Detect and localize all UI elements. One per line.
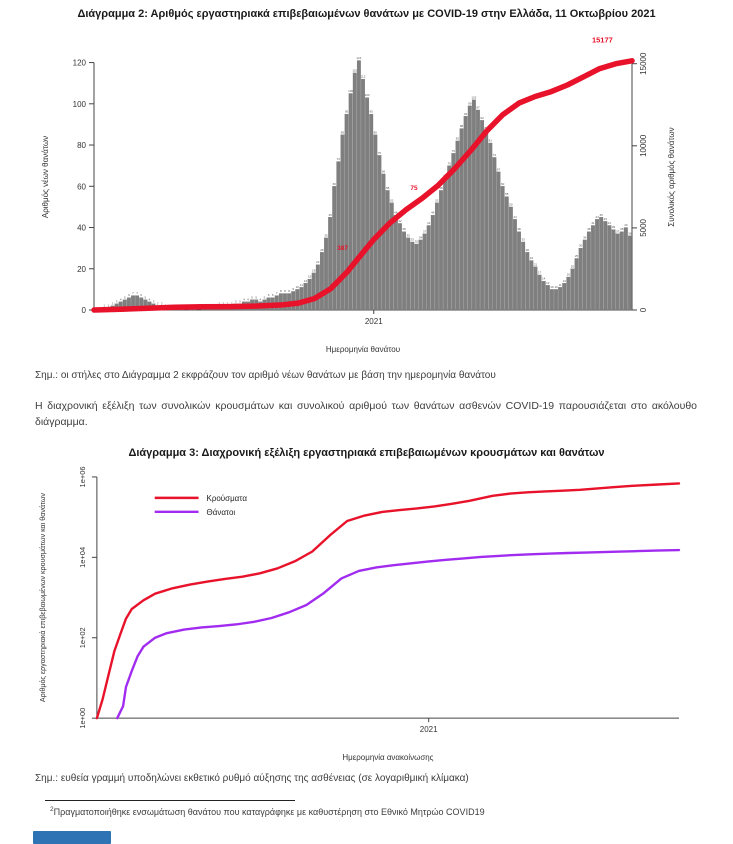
svg-text:Κρούσματα: Κρούσματα bbox=[206, 493, 247, 503]
svg-text:99: 99 bbox=[468, 101, 472, 106]
svg-text:1e+00: 1e+00 bbox=[77, 707, 87, 729]
svg-text:24: 24 bbox=[529, 256, 534, 261]
svg-text:1: 1 bbox=[177, 303, 180, 308]
svg-text:Ημερομηνία θανάτου: Ημερομηνία θανάτου bbox=[325, 345, 401, 354]
svg-text:13: 13 bbox=[303, 278, 308, 283]
svg-text:80: 80 bbox=[77, 141, 86, 151]
svg-text:85: 85 bbox=[340, 130, 345, 135]
svg-text:3: 3 bbox=[152, 299, 155, 304]
svg-text:6: 6 bbox=[267, 293, 270, 298]
svg-text:105: 105 bbox=[348, 89, 354, 94]
svg-text:Συνολικός αριθμός θανάτων: Συνολικός αριθμός θανάτων bbox=[667, 127, 676, 227]
svg-text:41: 41 bbox=[591, 221, 595, 226]
svg-text:8: 8 bbox=[280, 289, 282, 294]
svg-text:0: 0 bbox=[639, 307, 648, 313]
next-table-header-cutoff bbox=[33, 831, 111, 844]
svg-text:2: 2 bbox=[226, 301, 229, 306]
svg-text:1: 1 bbox=[165, 303, 167, 308]
svg-text:2: 2 bbox=[111, 301, 114, 306]
footnote-separator bbox=[45, 800, 295, 801]
diagram3-note: Σημ.: ευθεία γραμμή υποδηλώνει εκθετικό ρυθμό αύξησης της ασθένειας (σε λογαριθμική κλίμακα) bbox=[35, 773, 469, 784]
svg-text:35: 35 bbox=[406, 233, 410, 238]
svg-text:44: 44 bbox=[595, 214, 599, 219]
svg-text:5: 5 bbox=[251, 295, 253, 300]
svg-text:94: 94 bbox=[463, 111, 468, 116]
diagram3-title: Διάγραμμα 3: Διαχρονική εξέλιξη εργαστηριακά επιβεβαιωμένων κρουσμάτων και θανάτων bbox=[128, 447, 605, 459]
svg-text:121: 121 bbox=[356, 56, 362, 61]
svg-text:1: 1 bbox=[206, 303, 208, 308]
legend bbox=[155, 494, 248, 517]
svg-text:0: 0 bbox=[81, 306, 86, 315]
svg-text:1: 1 bbox=[193, 303, 196, 308]
svg-text:4: 4 bbox=[148, 297, 151, 302]
svg-text:97: 97 bbox=[476, 105, 480, 110]
svg-text:45: 45 bbox=[328, 212, 332, 217]
svg-text:1: 1 bbox=[181, 303, 184, 308]
svg-text:87: 87 bbox=[484, 126, 488, 131]
svg-text:1: 1 bbox=[189, 303, 192, 308]
svg-text:3: 3 bbox=[238, 299, 241, 304]
svg-text:2: 2 bbox=[156, 301, 159, 306]
footnote bbox=[50, 806, 690, 817]
svg-text:41: 41 bbox=[607, 221, 612, 226]
svg-text:20: 20 bbox=[570, 264, 575, 269]
svg-text:2: 2 bbox=[218, 301, 221, 306]
svg-text:100: 100 bbox=[72, 99, 86, 109]
daily-deaths-bars bbox=[102, 61, 631, 311]
svg-text:103: 103 bbox=[364, 93, 370, 98]
svg-text:9: 9 bbox=[292, 287, 295, 292]
svg-text:5: 5 bbox=[255, 295, 258, 300]
svg-text:81: 81 bbox=[488, 138, 492, 143]
svg-text:40: 40 bbox=[624, 223, 628, 228]
svg-text:28: 28 bbox=[525, 247, 529, 252]
svg-text:67: 67 bbox=[496, 167, 501, 172]
svg-text:11: 11 bbox=[558, 282, 562, 287]
svg-text:1: 1 bbox=[103, 303, 106, 308]
svg-text:58: 58 bbox=[439, 186, 443, 191]
svg-text:1: 1 bbox=[107, 303, 110, 308]
svg-text:6: 6 bbox=[140, 293, 143, 298]
svg-text:55: 55 bbox=[505, 192, 509, 197]
svg-text:4: 4 bbox=[259, 297, 262, 302]
svg-text:1e+02: 1e+02 bbox=[77, 627, 87, 649]
svg-text:33: 33 bbox=[521, 237, 525, 242]
svg-text:52: 52 bbox=[435, 198, 439, 203]
svg-text:12: 12 bbox=[546, 280, 550, 285]
svg-text:45: 45 bbox=[599, 212, 603, 217]
svg-text:64: 64 bbox=[443, 173, 447, 178]
svg-text:35: 35 bbox=[324, 233, 328, 238]
diagram3-chart bbox=[33, 461, 709, 770]
svg-text:2021: 2021 bbox=[419, 725, 438, 735]
svg-text:1e+06: 1e+06 bbox=[77, 466, 87, 488]
svg-text:Θάνατοι: Θάνατοι bbox=[206, 507, 236, 517]
svg-text:92: 92 bbox=[480, 115, 484, 120]
svg-text:52: 52 bbox=[390, 198, 394, 203]
svg-text:14: 14 bbox=[542, 276, 546, 281]
svg-text:34: 34 bbox=[418, 235, 423, 240]
svg-text:85: 85 bbox=[373, 130, 377, 135]
svg-text:44: 44 bbox=[513, 214, 517, 219]
svg-text:75: 75 bbox=[377, 150, 382, 155]
diagram2-note: Σημ.: οι στήλες στο Διάγραμμα 2 εκφράζουν τον αριθμό νέων θανάτων με βάση την ημερομηνία θανάτου bbox=[35, 370, 496, 381]
svg-text:1: 1 bbox=[173, 303, 175, 308]
svg-text:10000: 10000 bbox=[639, 134, 648, 157]
diagram2-title: Διάγραμμα 2: Αριθμός εργαστηριακά επιβεβαιωμένων θανάτων με COVID-19 στην Ελλάδα, 11 Οκτωβρίου 2021 bbox=[77, 8, 656, 20]
series-line-0 bbox=[97, 483, 679, 718]
svg-text:8: 8 bbox=[288, 289, 290, 294]
svg-text:38: 38 bbox=[402, 227, 406, 232]
svg-text:7: 7 bbox=[132, 291, 134, 296]
svg-text:2: 2 bbox=[160, 301, 163, 306]
svg-text:7: 7 bbox=[275, 291, 278, 296]
svg-text:42: 42 bbox=[398, 218, 402, 223]
svg-text:6: 6 bbox=[271, 293, 274, 298]
svg-text:70: 70 bbox=[447, 161, 451, 166]
svg-text:4: 4 bbox=[247, 297, 249, 302]
svg-text:60: 60 bbox=[332, 181, 336, 186]
svg-text:3: 3 bbox=[115, 299, 118, 304]
svg-text:34: 34 bbox=[583, 235, 587, 240]
svg-text:33: 33 bbox=[410, 237, 414, 242]
svg-text:4: 4 bbox=[119, 297, 122, 302]
svg-text:5: 5 bbox=[263, 295, 266, 300]
svg-text:387: 387 bbox=[337, 245, 349, 253]
svg-text:40: 40 bbox=[77, 223, 86, 233]
svg-text:Ημερομηνία ανακοίνωσης: Ημερομηνία ανακοίνωσης bbox=[342, 753, 434, 763]
svg-text:37: 37 bbox=[615, 229, 620, 234]
svg-text:Αριθμός εργαστηριακά επιβεβαιω: Αριθμός εργαστηριακά επιβεβαιωμένων κρουσμάτων και θανάτων bbox=[39, 493, 48, 703]
diagram2-chart bbox=[36, 26, 704, 366]
svg-text:5: 5 bbox=[144, 295, 147, 300]
svg-text:10: 10 bbox=[554, 284, 558, 289]
svg-text:20: 20 bbox=[77, 264, 86, 274]
svg-text:76: 76 bbox=[451, 148, 456, 153]
svg-text:32: 32 bbox=[414, 239, 419, 244]
svg-text:6: 6 bbox=[128, 293, 130, 298]
svg-text:50: 50 bbox=[509, 202, 513, 207]
svg-text:120: 120 bbox=[72, 58, 86, 68]
svg-text:72: 72 bbox=[336, 157, 341, 162]
svg-text:13: 13 bbox=[562, 278, 566, 283]
svg-text:95: 95 bbox=[344, 109, 349, 114]
svg-text:38: 38 bbox=[620, 227, 624, 232]
svg-text:41: 41 bbox=[427, 221, 431, 226]
svg-text:2021: 2021 bbox=[364, 317, 383, 326]
body-paragraph: Η διαχρονική εξέλιξη των συνολικών κρουσμάτων και συνολικού αριθμού των θανάτων ασθενών COVID-19 παρουσιάζεται στο ακόλουθο διάγραμμα. bbox=[35, 400, 697, 429]
svg-text:1: 1 bbox=[214, 303, 216, 308]
svg-text:102: 102 bbox=[471, 95, 477, 100]
svg-text:75: 75 bbox=[410, 185, 418, 193]
svg-text:60: 60 bbox=[500, 181, 505, 186]
svg-text:5000: 5000 bbox=[639, 219, 648, 237]
svg-text:115: 115 bbox=[352, 68, 358, 73]
svg-text:11: 11 bbox=[299, 282, 303, 287]
svg-text:28: 28 bbox=[320, 247, 324, 252]
svg-text:2: 2 bbox=[230, 301, 233, 306]
svg-text:74: 74 bbox=[492, 153, 497, 158]
svg-text:8: 8 bbox=[284, 289, 286, 294]
svg-text:15177: 15177 bbox=[591, 35, 613, 45]
svg-text:58: 58 bbox=[385, 186, 390, 191]
svg-text:4: 4 bbox=[243, 297, 245, 302]
svg-text:16: 16 bbox=[566, 272, 571, 277]
svg-text:82: 82 bbox=[455, 136, 460, 141]
svg-text:36: 36 bbox=[628, 231, 632, 236]
svg-text:17: 17 bbox=[537, 270, 542, 275]
svg-text:Αριθμός νέων θανάτων: Αριθμός νέων θανάτων bbox=[41, 135, 50, 219]
footnote-marker: 2 bbox=[50, 806, 54, 813]
svg-text:10: 10 bbox=[550, 284, 554, 289]
svg-text:15: 15 bbox=[307, 274, 312, 279]
svg-text:37: 37 bbox=[422, 229, 427, 234]
svg-text:1: 1 bbox=[201, 303, 204, 308]
svg-text:66: 66 bbox=[381, 169, 386, 174]
svg-text:25: 25 bbox=[574, 254, 579, 259]
svg-text:88: 88 bbox=[459, 124, 464, 129]
footnote-text: Πραγματοποιήθηκε ενσωμάτωση θανάτου που καταγράφηκε με καθυστέρηση στο Εθνικό Μητρώο COVID19 bbox=[53, 807, 485, 817]
svg-text:46: 46 bbox=[394, 210, 398, 215]
svg-text:30: 30 bbox=[578, 243, 583, 248]
svg-text:2: 2 bbox=[222, 301, 225, 306]
svg-text:46: 46 bbox=[431, 210, 435, 215]
svg-text:5: 5 bbox=[123, 295, 126, 300]
svg-text:1e+04: 1e+04 bbox=[77, 546, 87, 568]
svg-text:38: 38 bbox=[587, 227, 591, 232]
svg-text:21: 21 bbox=[533, 262, 538, 267]
svg-text:15000: 15000 bbox=[639, 52, 648, 75]
svg-text:3: 3 bbox=[234, 299, 237, 304]
svg-text:38: 38 bbox=[517, 227, 521, 232]
svg-text:18: 18 bbox=[312, 268, 316, 273]
svg-text:43: 43 bbox=[603, 216, 607, 221]
svg-text:22: 22 bbox=[316, 260, 320, 265]
svg-text:112: 112 bbox=[360, 74, 366, 79]
svg-text:60: 60 bbox=[77, 182, 86, 192]
svg-text:7: 7 bbox=[136, 291, 138, 296]
svg-text:10: 10 bbox=[295, 284, 299, 289]
series-line-1 bbox=[117, 550, 679, 718]
svg-text:1: 1 bbox=[169, 303, 171, 308]
svg-text:39: 39 bbox=[611, 225, 616, 230]
svg-text:95: 95 bbox=[369, 109, 373, 114]
svg-text:1: 1 bbox=[210, 303, 212, 308]
